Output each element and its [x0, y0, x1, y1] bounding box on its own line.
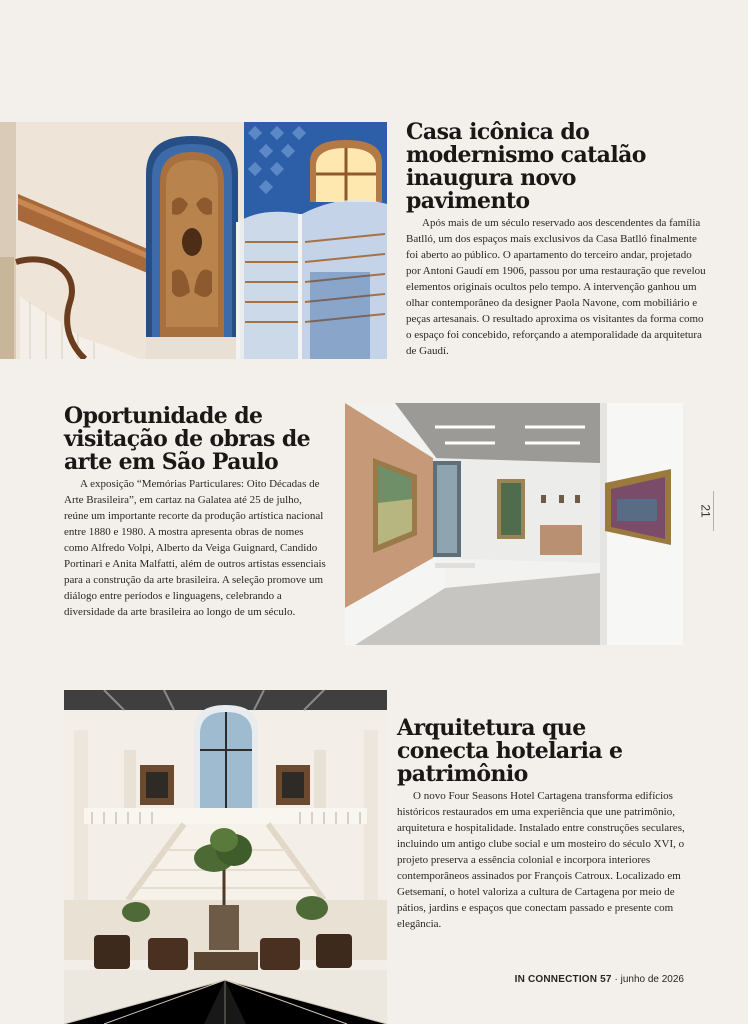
article-sao-paulo-art: [64, 405, 324, 620]
magazine-name: IN CONNECTION 57: [514, 974, 612, 985]
article-body: A exposição “Memórias Particulares: Oito Décadas de Arte Brasileira”, em cartaz na Galatea até 25 de julho, reúne um importante recorte da produção artística nacional entre 1880 e 1980. A mostra apresenta obras de nomes como Alfredo Volpi, Alberto da Veiga Guignard, Candido Portinari e Anita Malfatti, além de outros artistas essenciais para a construção da arte brasileira. A seleção promove um diálogo entre períodos e linguagens, celebrando a diversidade da arte brasileira ao longo de um século.: [64, 478, 326, 618]
article-casa-batllo: [406, 121, 706, 359]
article-title: Arquitetura que conecta hotelaria e patrimônio: [397, 715, 623, 787]
article-body: Após mais de um século reservado aos descendentes da família Batlló, um dos espaços mais exclusivos da Casa Batlló finalmente foi aberto ao público. O apartamento do terceiro andar, projetado por Antoni Gaudí em 1906, passou por uma restauração que revelou elementos originais ocultos pelo tempo. A intervenção ganhou um olhar contemporâneo da designer Paola Navone, com mobiliário e peças artesanais. O resultado aproxima os visitantes da forma como o espaço foi concebido, reforçando a atemporalidade da arquitetura de Gaudí.: [406, 217, 706, 357]
page-number: 21: [698, 504, 713, 518]
article-four-seasons: [397, 717, 687, 932]
article-title: Casa icônica do modernismo catalão inaugura novo pavimento: [406, 119, 646, 214]
casa-batllo-photo: [0, 122, 387, 359]
issue-date: junho de 2026: [620, 974, 684, 985]
gallery-photo: [345, 403, 683, 645]
article-body: O novo Four Seasons Hotel Cartagena transforma edifícios históricos restaurados em uma experiência que une patrimônio, arquitetura e hospitalidade. Instalado entre construções seculares, incluindo um antigo clube social e um mosteiro do século XVI, o projeto preserva a essência colonial e incorpora interiores contemporâneos assinados por François Catroux. Localizado em Getsemaní, o hotel valoriza a cultura de Cartagena por meio de pátios, jardins e espaços que conectam passado e presente com elegância.: [397, 790, 685, 930]
footer-separator: ·: [611, 974, 621, 985]
article-title: Oportunidade de visitação de obras de arte em São Paulo: [64, 403, 311, 475]
hotel-courtyard-photo: [64, 690, 387, 1024]
page-footer: [515, 974, 684, 985]
page-divider: [713, 491, 714, 531]
